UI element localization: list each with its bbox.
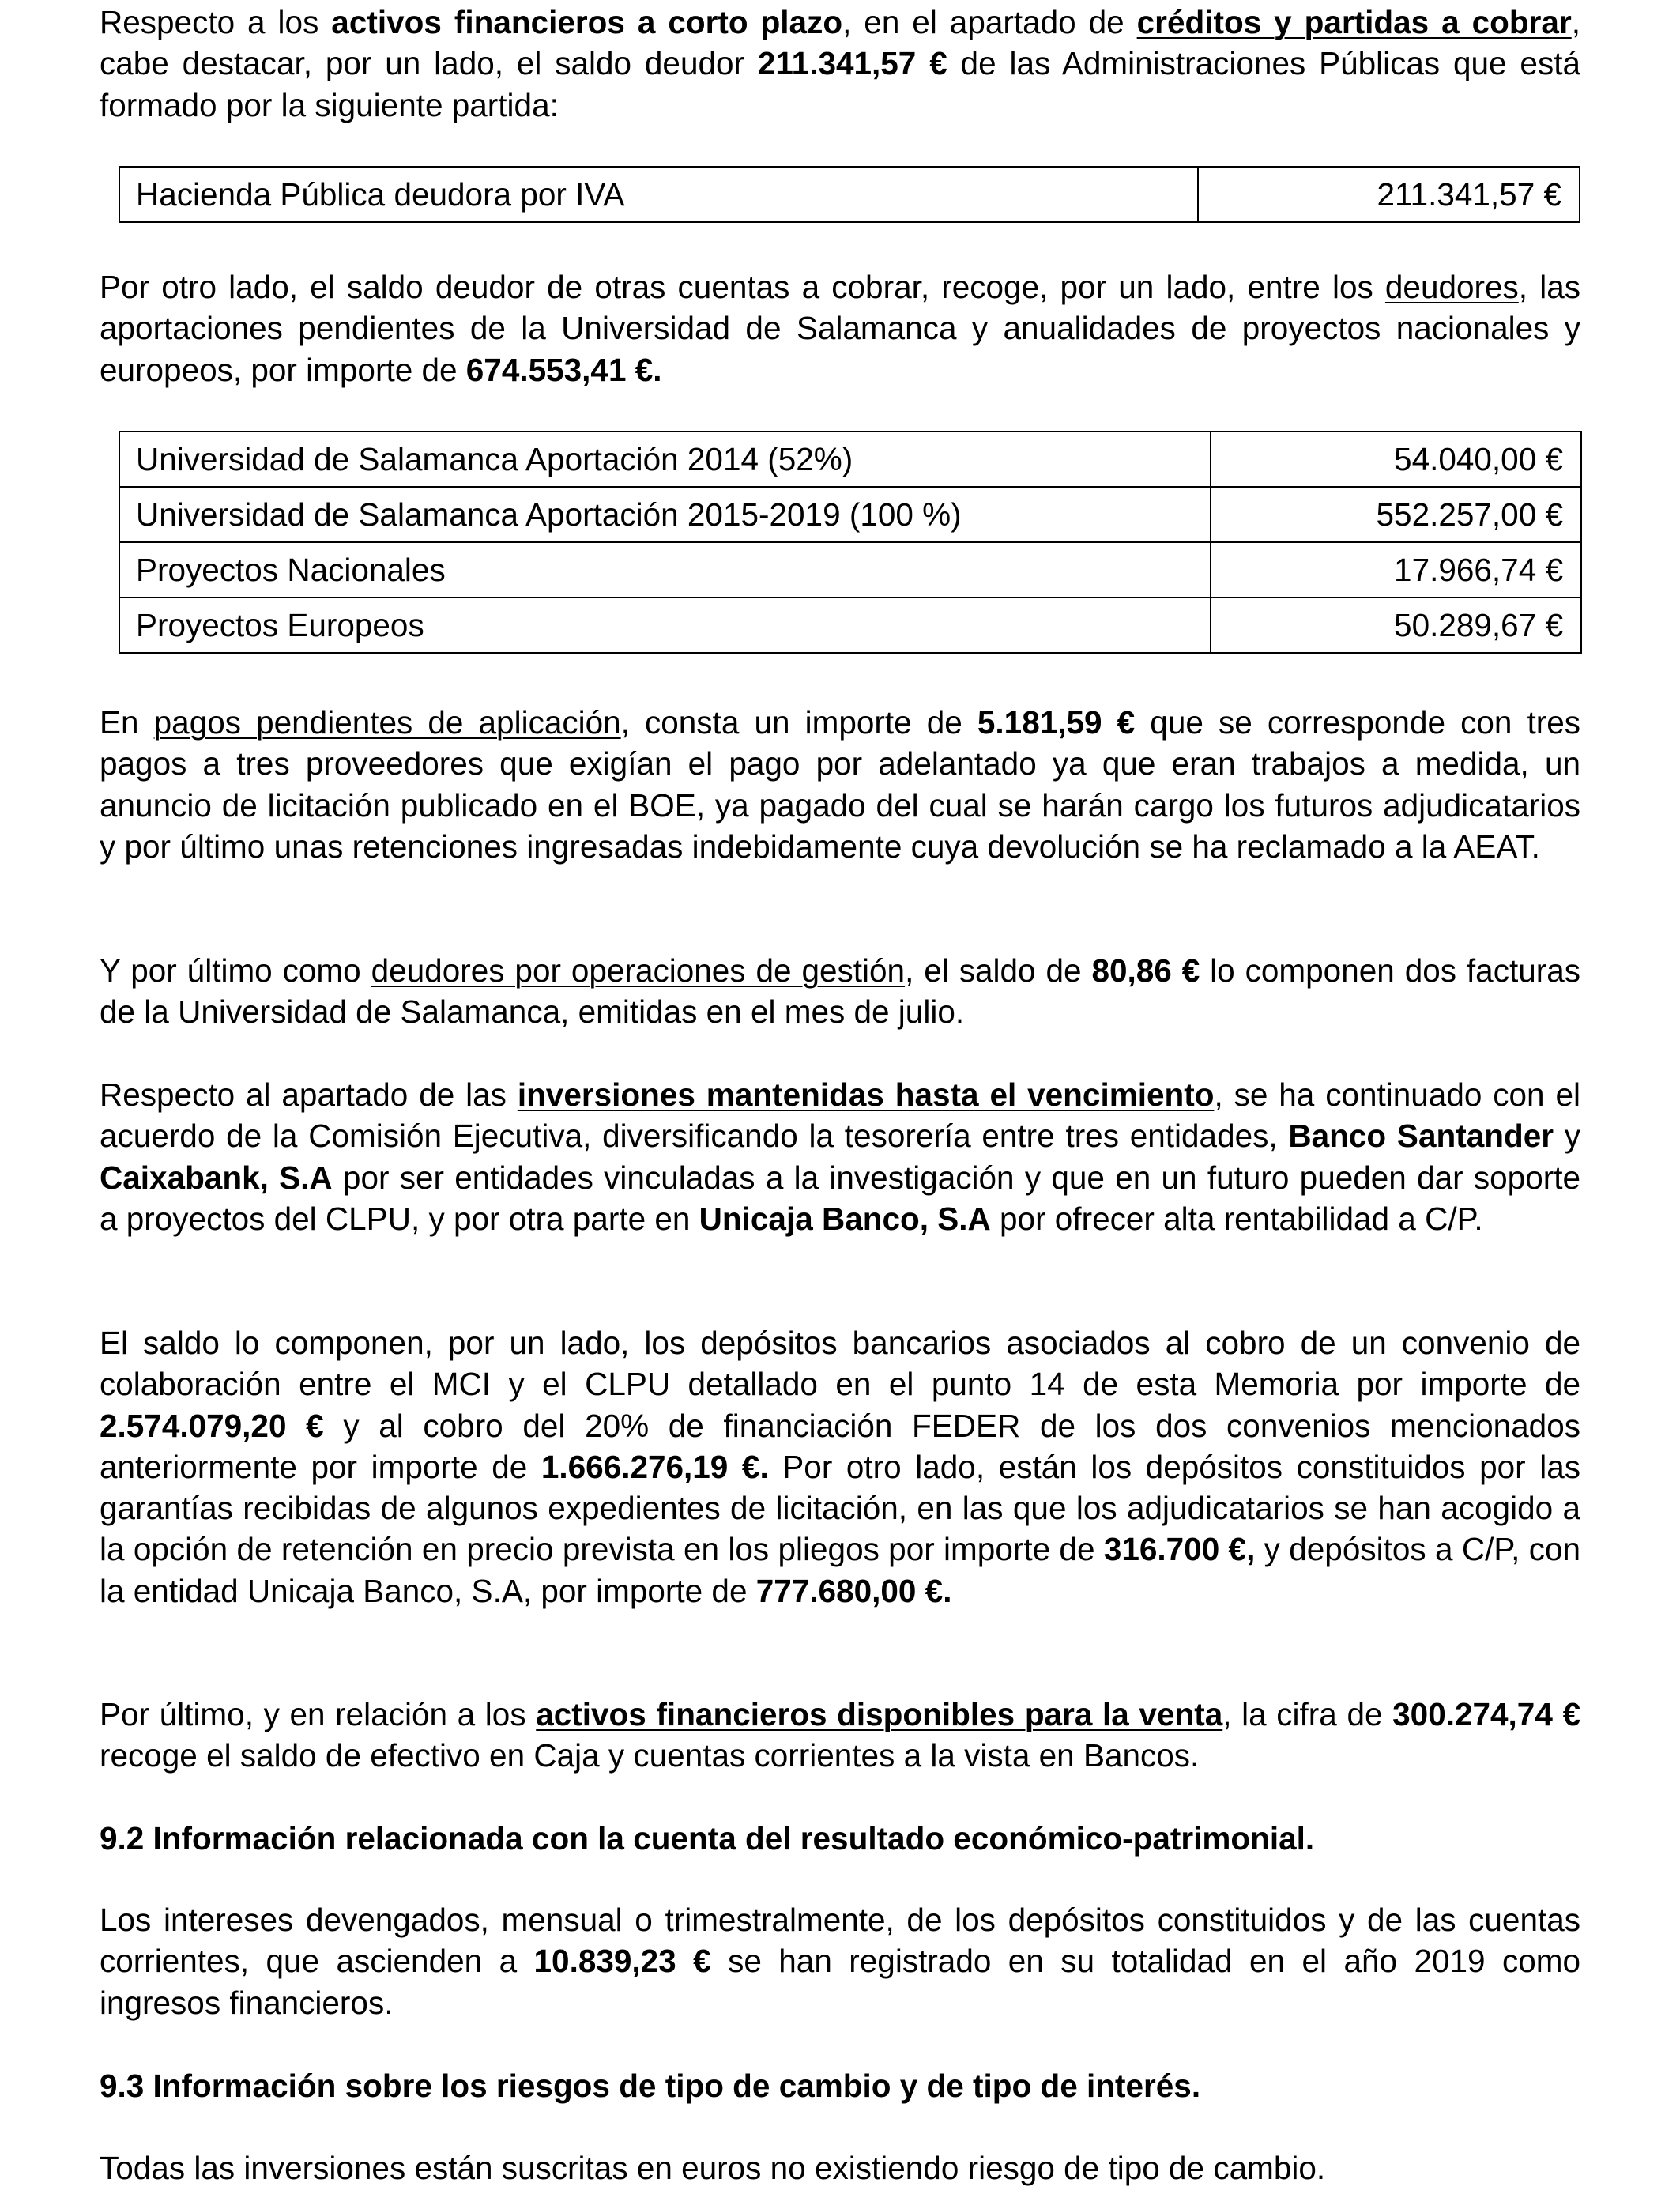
bank-name: Unicaja Banco, S.A [699,1200,991,1237]
table-row [119,542,1581,598]
iva-table [119,166,1580,223]
section-heading-9-3: 9.3 Información sobre los riesgos de tipo de cambio y de tipo de interés. [100,2068,1201,2104]
text: y depósitos a C/P, con la entidad Unicaja Banco, S.A, por importe de [100,1531,1580,1609]
text: Por otro lado, están los depósitos constituidos por las garantías recibidas de algunos expedientes de licitación, en las que los adjudicatarios se han acogido a la opción de retención en precio prevista en los pliegos por importe de [100,1448,1580,1568]
section-heading-9-2: 9.2 Información relacionada con la cuenta del resultado económico-patrimonial. [100,1820,1315,1857]
concept-cell: Proyectos Nacionales [119,542,1211,598]
paragraph-pagos-pendientes [100,702,1580,867]
bank-name: Caixabank, S.A [100,1159,333,1196]
text: se han registrado en su totalidad en el año 2019 como ingresos financieros. [100,1943,1581,2021]
amount: 2.574.079,20 € [100,1407,324,1444]
amount: 211.341,57 € [757,45,947,82]
paragraph-intereses [100,1899,1580,2023]
text: por ser entidades vinculadas a la investigación y que en un futuro pueden dar soporte a proyectos del CLPU, y por otra parte en [100,1159,1580,1237]
bold-underlined-text: créditos y partidas a cobrar [1136,4,1572,40]
amount-cell: 552.257,00 € [1211,487,1581,542]
underlined-text: deudores por operaciones de gestión [371,952,906,989]
text: , la cifra de [1222,1696,1393,1732]
text: El saldo lo componen, por un lado, los depósitos bancarios asociados al cobro de un convenio de colaboración entre el MCI y el CLPU detallado en el punto 14 de esta Memoria por importe de [100,1325,1580,1403]
paragraph-saldo-depositos [100,1322,1580,1612]
amount: 316.700 €, [1103,1531,1256,1568]
text: , consta un importe de [620,704,977,741]
amount-cell: 211.341,57 € [1198,167,1580,222]
amount: 10.839,23 € [533,1943,711,1980]
bank-name: Banco Santander [1288,1118,1554,1155]
table-row [119,487,1581,542]
amount-cell: 50.289,67 € [1211,598,1581,653]
table-row [119,598,1581,653]
amount: 674.553,41 €. [465,351,662,388]
amount: 80,86 € [1091,952,1200,989]
text: que se corresponde con tres pagos a tres proveedores que exigían el pago por adelantado ya que eran trabajos a medida, un anuncio de licitación publicado en el BOE, ya pagado del cual se harán cargo los futuros adjudicatarios y por último unas retenciones ingresadas indebidamente cuya devolución se ha reclamado a la AEAT. [100,704,1581,865]
text: , las aportaciones pendientes de la Universidad de Salamanca y anualidades de proyectos nacionales y europeos, por importe de [100,269,1580,388]
paragraph-otras-cuentas [100,266,1580,390]
underlined-text: pagos pendientes de aplicación [153,704,621,741]
text: , el saldo de [905,952,1092,989]
bold-underlined-text: inversiones mantenidas hasta el vencimiento [517,1076,1215,1113]
paragraph-disponibles-venta [100,1694,1580,1777]
text: Respecto al apartado de las [100,1076,518,1113]
paragraph-tipo-cambio: Todas las inversiones están suscritas en euros no existiendo riesgo de tipo de cambio. [100,2150,1326,2186]
text: Los intereses devengados, mensual o trimestralmente, de los depósitos constituidos y de las cuentas corrientes, que ascienden a [100,1902,1580,1980]
concept-cell: Universidad de Salamanca Aportación 2015-2019 (100 %) [119,487,1211,542]
bold-underlined-text: activos financieros disponibles para la venta [536,1696,1223,1732]
text: Y por último como [100,952,371,989]
text: , se ha continuado con el acuerdo de la Comisión Ejecutiva, diversificando la tesorería entre tres entidades, [100,1076,1580,1155]
text: por ofrecer alta rentabilidad a C/P. [990,1200,1483,1237]
text: , en el apartado de [842,4,1137,40]
text: y al cobro del 20% de financiación FEDER de los dos convenios mencionados anteriormente por importe de [100,1407,1580,1485]
concept-cell: Universidad de Salamanca Aportación 2014 (52%) [119,432,1211,487]
amount: 1.666.276,19 €. [541,1448,769,1485]
amount: 777.680,00 €. [755,1572,952,1609]
text: y [1553,1118,1580,1155]
concept-cell: Hacienda Pública deudora por IVA [119,167,1198,222]
paragraph-inversiones [100,1074,1580,1239]
text: Respecto a los [100,4,332,40]
text: , cabe destacar, por un lado, el saldo deudor [100,4,1580,82]
text: lo componen dos facturas de la Universidad de Salamanca, emitidas en el mes de julio. [100,952,1580,1031]
amount-cell: 54.040,00 € [1211,432,1581,487]
underlined-text: deudores [1384,269,1519,305]
paragraph-activos-corto-plazo [100,2,1580,126]
amount: 5.181,59 € [977,704,1136,741]
amount: 300.274,74 € [1392,1696,1581,1732]
text: de las Administraciones Públicas que está formado por la siguiente partida: [100,45,1580,123]
text: recoge el saldo de efectivo en Caja y cuentas corrientes a la vista en Bancos. [100,1737,1200,1774]
table-row [119,432,1581,487]
text: Por último, y en relación a los [100,1696,537,1732]
text: En [100,704,154,741]
deudores-table [119,431,1582,654]
concept-cell: Proyectos Europeos [119,598,1211,653]
table-row [119,167,1580,222]
bold-text: activos financieros a corto plazo [331,4,843,40]
amount-cell: 17.966,74 € [1211,542,1581,598]
paragraph-deudores-gestion [100,950,1580,1033]
text: Por otro lado, el saldo deudor de otras cuentas a cobrar, recoge, por un lado, entre los [100,269,1385,305]
